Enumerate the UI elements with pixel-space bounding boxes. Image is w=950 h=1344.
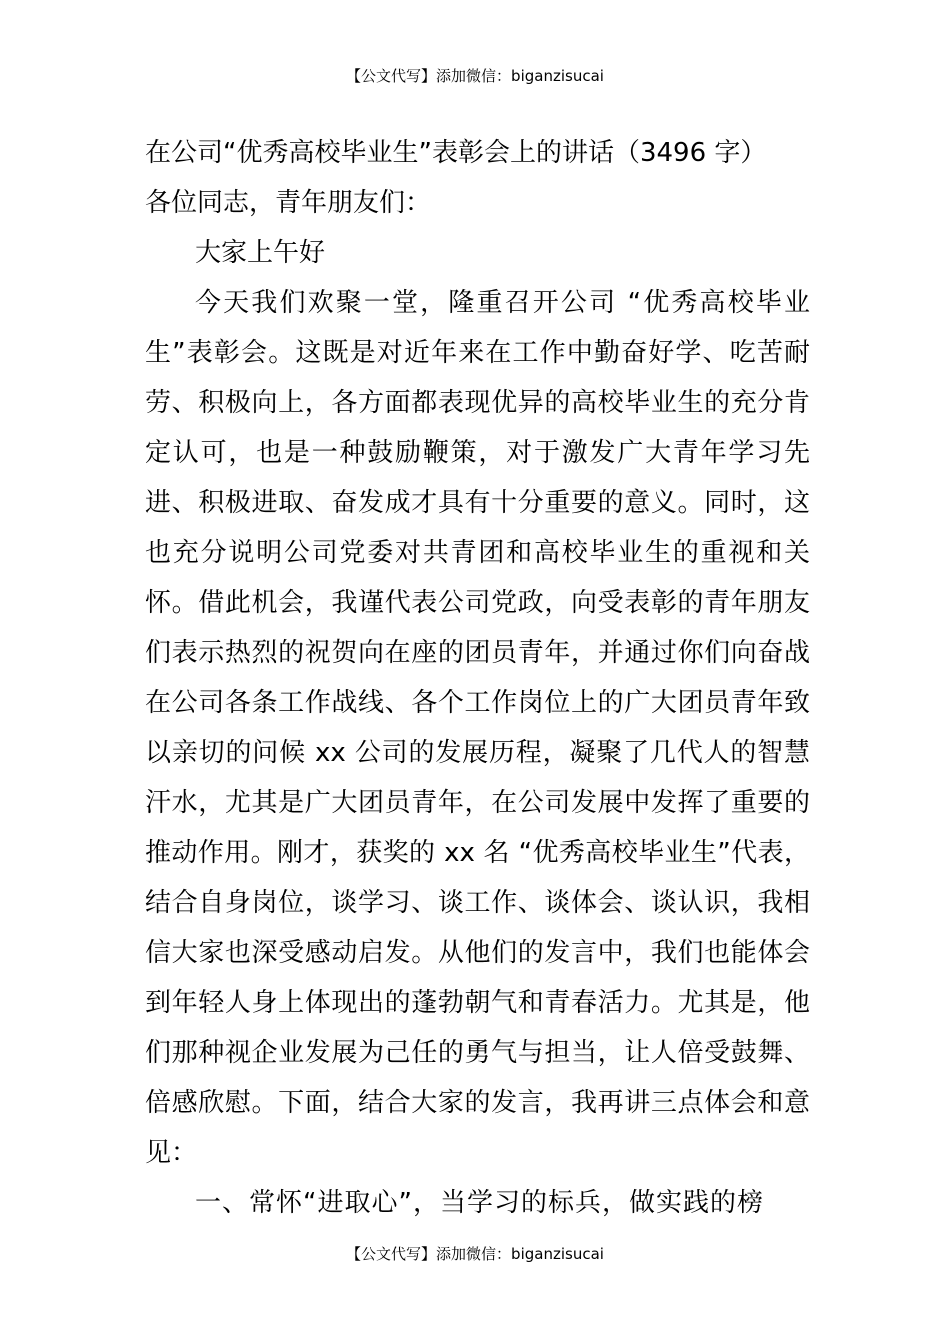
- document-body: [145, 128, 810, 1228]
- page-header: 【公文代写】添加微信：biganzisucai: [346, 67, 604, 85]
- page-footer: 【公文代写】添加微信：biganzisucai: [346, 1245, 604, 1263]
- salutation: 各位同志，青年朋友们：: [145, 188, 432, 218]
- body-paragraph: 今天我们欢聚一堂，隆重召开公司 “优秀高校毕业生”表彰会。这既是对近年来在工作中勤奋好学、吃苦耐劳、积极向上，各方面都表现优异的高校毕业生的充分肯定认可，也是一种鼓励鞭策，对于激发广大青年学习先进、积极进取、奋发成才具有十分重要的意义。同时，这也充分说明公司党委对共青团和高校毕业生的重视和关怀。借此机会，我谨代表公司党政，向受表彰的青年朋友们表示热烈的祝贺向在座的团员青年，并通过你们向奋战在公司各条工作战线、各个工作岗位上的广大团员青年致以亲切的问候 xx 公司的发展历程，凝聚了几代人的智慧汗水，尤其是广大团员青年，在公司发展中发挥了重要的推动作用。刚才，获奖的 xx 名 “优秀高校毕业生”代表，结合自身岗位，谈学习、谈工作、谈体会、谈认识，我相信大家也深受感动启发。从他们的发言中，我们也能体会到年轻人身上体现出的蓬勃朝气和青春活力。尤其是，他们那种视企业发展为己任的勇气与担当，让人倍受鼓舞、倍感欣慰。下面，结合大家的发言，我再讲三点体会和意见：: [145, 288, 810, 1168]
- section-heading: 一、常怀“进取心”，当学习的标兵，做实践的榜: [195, 1188, 764, 1218]
- document-title: 在公司“优秀高校毕业生”表彰会上的讲话（3496 字）: [145, 138, 767, 168]
- greeting: 大家上午好: [195, 238, 326, 268]
